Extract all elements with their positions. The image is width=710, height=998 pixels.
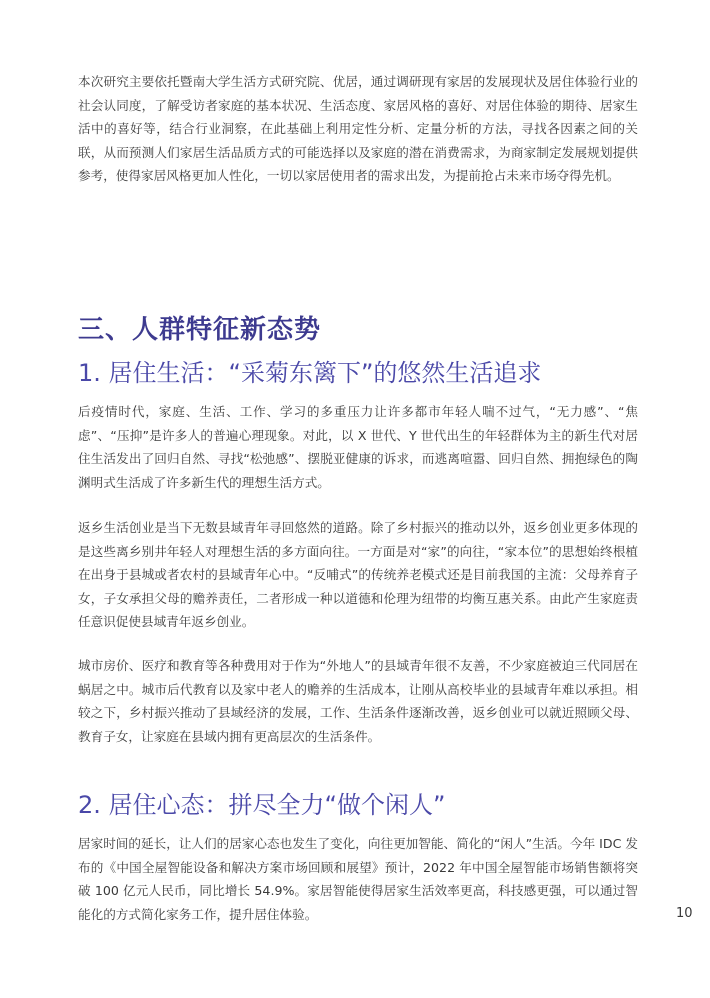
section-title: 三、人群特征新态势 xyxy=(78,315,322,345)
subsection-1-paragraph-3: 城市房价、医疗和教育等各种费用对于作为“外地人”的县域青年很不友善，不少家庭被迫三代同居在蜗居之中。城市后代教育以及家中老人的赡养的生活成本，让刚从高校毕业的县域青年难以承担。相较之下，乡村振兴推动了县域经济的发展，工作、生活条件逐渐改善，返乡创业可以就近照顾父母、教育子女，让家庭在县域内拥有更高层次的生活条件。 xyxy=(78,658,638,744)
subsection-2-paragraph-1: 居家时间的延长，让人们的居家心态也发生了变化，向往更加智能、简化的“闲人”生活。今年 IDC 发布的《中国全屋智能设备和解决方案市场回顾和展望》预计，2022 年中国全屋智能市场销售额将突破 100 亿元人民币，同比增长 54.9%。家居智能使得居家生活效率更高，科技感更强，可以通过智能化的方式简化家务工作，提升居住体验。 xyxy=(78,836,638,922)
subsection-1-title: 1. 居住生活：“采菊东篱下”的悠然生活追求 xyxy=(78,359,542,387)
subsection-2-title: 2. 居住心态：拼尽全力“做个闲人” xyxy=(78,791,446,819)
subsection-1-paragraph-1: 后疫情时代，家庭、生活、工作、学习的多重压力让许多都市年轻人喘不过气，“无力感”、“焦虑”、“压抑”是许多人的普遍心理现象。对此，以 X 世代、Y 世代出生的年轻群体为主的新生代对居住生活发出了回归自然、寻找“松弛感”、摆脱亚健康的诉求，而逃离喧嚣、回归自然、拥抱绿色的陶渊明式生活成了许多新生代的理想生活方式。 xyxy=(78,404,638,490)
page-number: 10 xyxy=(676,906,693,921)
intro-paragraph: 本次研究主要依托暨南大学生活方式研究院、优居，通过调研现有家居的发展现状及居住体验行业的社会认同度，了解受访者家庭的基本状况、生活态度、家居风格的喜好、对居住体验的期待、居家生活中的喜好等，结合行业洞察，在此基础上利用定性分析、定量分析的方法，寻找各因素之间的关联，从而预测人们家居生活品质方式的可能选择以及家庭的潜在消费需求，为商家制定发展规划提供参考，使得家居风格更加人性化，一切以家居使用者的需求出发，为提前抢占未来市场夺得先机。 xyxy=(78,74,638,183)
subsection-1-paragraph-2: 返乡生活创业是当下无数县域青年寻回悠然的道路。除了乡村振兴的推动以外，返乡创业更多体现的是这些离乡别井年轻人对理想生活的多方面向往。一方面是对“家”的向往，“家本位”的思想始终根植在出身于县城或者农村的县域青年心中。“反哺式”的传统养老模式还是目前我国的主流：父母养育子女，子女承担父母的赡养责任，二者形成一种以道德和伦理为纽带的均衡互惠关系。由此产生家庭责任意识促使县域青年返乡创业。 xyxy=(78,520,638,629)
